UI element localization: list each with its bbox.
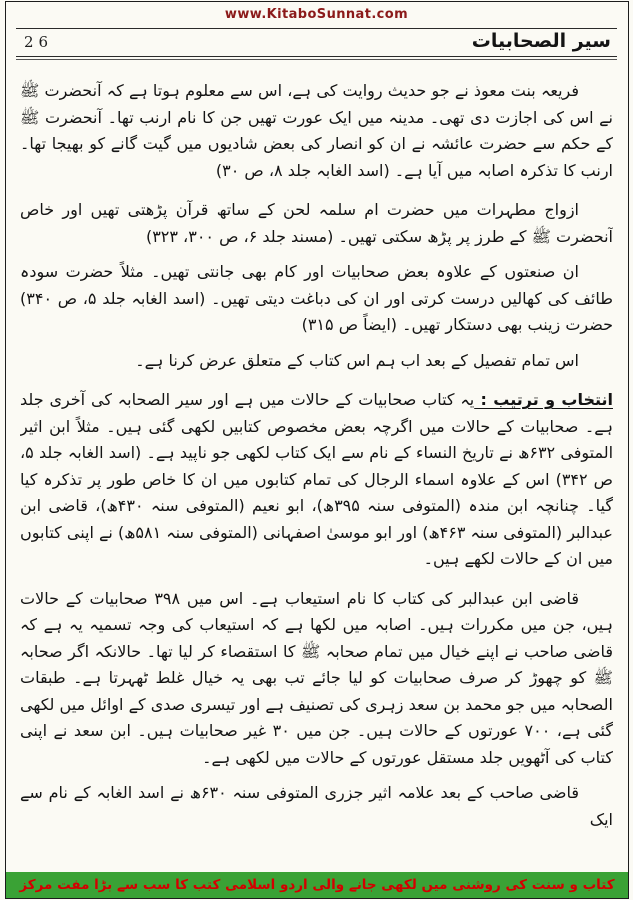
footer-banner: کتاب و سنت کی روشنی میں لکھی جانے والی اردو اسلامی کتب کا سب سے بڑا مفت مرکز — [6, 872, 628, 898]
paragraph: اس تمام تفصیل کے بعد اب ہم اس کتاب کے متعلق عرض کرنا ہے۔ — [135, 350, 579, 370]
paragraph: فریعہ بنت معوذ نے جو حدیث روایت کی ہے، اس سے معلوم ہوتا ہے کہ آنحضرت ﷺ نے اس کی اجازت دی تھی۔ مدینہ میں ایک عورت تھیں جن کا نام ارنب تھا۔ آنحضرت ﷺ کے حکم سے حضرت عائشہ نے ان کو انصار کی بعض شادیوں میں گیت گانے کو بھیجا تھا۔ ارنب کا تذکرہ اصابہ میں آیا ہے۔ (اسد الغابہ جلد ۸، ص ۳۰) — [20, 81, 613, 180]
paragraph: قاضی ابن عبدالبر کی کتاب کا نام استیعاب ہے۔ اس میں ۳۹۸ صحابیات کے حالات ہیں، جن میں مکررات ہیں۔ اصابہ میں لکھا ہے کہ استیعاب کی وجہ تسمیہ یہ ہے کہ قاضی صاحب نے اپنے خیال میں تمام صحابہ ﷺ کا استقصاء کر لیا تھا۔ حالانکہ اگر صحابہ ﷺ کو چھوڑ کر صرف صحابیات کو لیا جائے تب بھی یہ خیال غلط ٹھہرتا ہے۔ طبقات الصحابہ میں جو محمد بن سعد زہری کی تصنیف ہے اور تیسری صدی کے اوائل میں لکھی گئی ہے، ۷۰۰ عورتوں کے حالات ہیں۔ جن میں ۳۰ غیر صحابیات ہیں۔ ابن سعد نے اپنی کتاب کی آٹھویں جلد مستقل عورتوں کے حالات میں لکھی ہے۔ — [20, 588, 613, 767]
header-rule-top — [16, 28, 617, 29]
website-url: www.KitaboSunnat.com — [224, 7, 409, 22]
paragraph: انتخاب و ترتیب : یہ کتاب صحابیات کے حالات میں ہے اور سیر الصحابہ کی آخری جلد ہے۔ صحابیات کے حالات میں اگرچہ بعض مخصوص کتابیں لکھی گئی ہیں۔ مثلاً ابن اثیر المتوفی ۶۳۲ھ نے تاریخ النساء کے نام سے ایک کتاب لکھی جو ناپید ہے۔ (اسد الغابہ جلد ۵، ص ۳۴۲) اس کے علاوہ اسماء الرجال کی تمام کتابوں میں ان کا خاص طور پر تذکرہ کیا گیا۔ چنانچہ ابن مندہ (المتوفی سنہ ۳۹۵ھ)، ابو نعیم (المتوفی سنہ ۴۳۰ھ)، قاضی ابن عبدالبر (المتوفی سنہ ۴۶۳ھ) اور ابو موسیٰ اصفہانی (المتوفی سنہ ۵۸۱ھ) نے اپنی کتابوں میں ان کے حالات لکھے ہیں۔ — [20, 390, 613, 568]
paragraph: ان صنعتوں کے علاوہ بعض صحابیات اور کام بھی جانتی تھیں۔ مثلاً حضرت سودہ طائف کی کھالیں درست کرتی اور ان کی دباغت دیتی تھیں۔ (اسد الغابہ جلد ۵، ص ۳۴۰) حضرت زینب بھی دستکار تھیں۔ (ایضاً ص ۳۱۵) — [20, 262, 613, 334]
page-number: 26 — [24, 33, 54, 51]
paragraph: قاضی صاحب کے بعد علامہ اثیر جزری المتوفی سنہ ۶۳۰ھ نے اسد الغابہ کے نام سے ایک — [20, 783, 613, 829]
page-body — [20, 78, 613, 866]
book-title: سیر الصحابیات — [471, 30, 611, 52]
section-heading: انتخاب و ترتیب : — [474, 390, 613, 409]
paragraph: ازواج مطہرات میں حضرت ام سلمہ لحن کے ساتھ قرآن پڑھتی تھیں اور خاص آنحضرت ﷺ کے طرز پر پڑھ سکتی تھیں۔ (مسند جلد ۶، ص ۳۰۰، ۳۲۳) — [20, 200, 613, 246]
header-rule-bottom — [16, 56, 617, 60]
